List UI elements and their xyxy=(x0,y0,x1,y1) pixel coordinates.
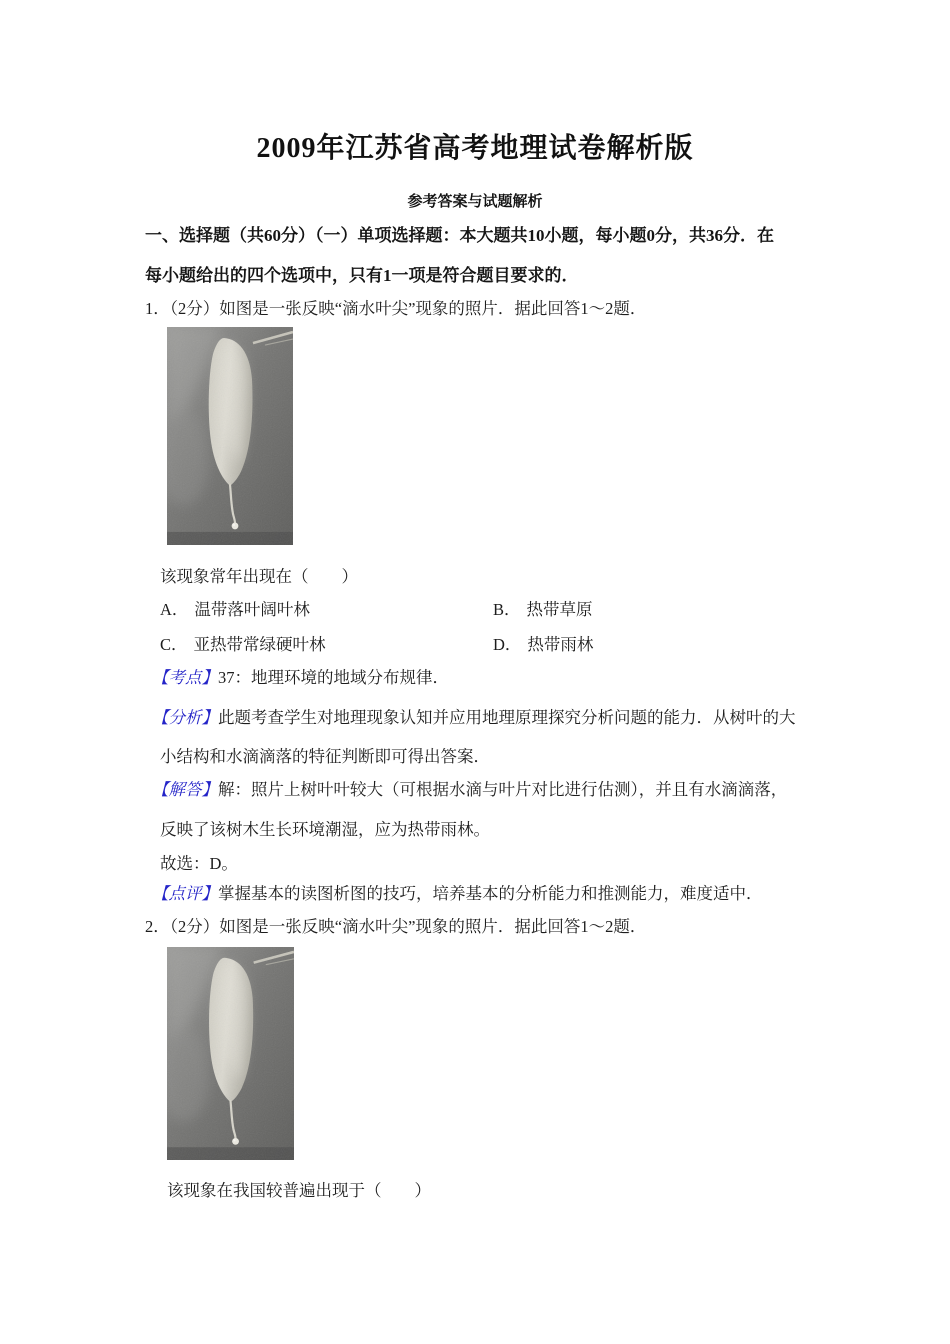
fenxi-line1 xyxy=(152,704,796,728)
option-d-text: 热带雨林 xyxy=(527,635,594,654)
option-d xyxy=(493,631,593,655)
question1-prompt: 该现象常年出现在（ ） xyxy=(160,567,358,586)
question1-stem: 1．（2分）如图是一张反映“滴水叶尖”现象的照片．据此回答1～2题． xyxy=(145,299,647,318)
page-subtitle: 参考答案与试题解析 xyxy=(407,194,543,210)
option-d-label: D． xyxy=(493,635,522,654)
dianping-line xyxy=(152,880,763,904)
fenxi-text-line1: 此题考查学生对地理现象认知并应用地理原理探究分析问题的能力．从树叶的大 xyxy=(218,708,796,727)
section-header-line1: 一、选择题（共60分）（一）单项选择题：本大题共10小题，每小题0分，共36分．在 xyxy=(145,226,774,245)
question1-leaf-photo xyxy=(167,327,293,545)
answer-line: 故选：D。 xyxy=(160,854,238,873)
question2-leaf-photo xyxy=(167,947,294,1160)
option-b-label: B． xyxy=(493,600,521,619)
page-title: 2009年江苏省高考地理试卷解析版 xyxy=(256,133,694,164)
option-c-text: 亚热带常绿硬叶林 xyxy=(193,635,326,654)
jieda-text-line1: 解：照片上树叶叶较大（可根据水滴与叶片对比进行估测），并且有水滴滴落， xyxy=(218,780,788,799)
option-c-label: C． xyxy=(160,635,188,654)
section-header-line2: 每小题给出的四个选项中，只有1一项是符合题目要求的． xyxy=(145,266,579,285)
option-b-text: 热带草原 xyxy=(526,600,593,619)
dianping-text: 掌握基本的读图析图的技巧，培养基本的分析能力和推测能力，难度适中． xyxy=(218,884,763,903)
jieda-line2: 反映了该树木生长环境潮湿，应为热带雨林。 xyxy=(160,820,490,839)
kaodian-line xyxy=(152,664,449,688)
jieda-label: 【解答】 xyxy=(152,780,218,799)
jieda-line1 xyxy=(152,776,787,800)
kaodian-label: 【考点】 xyxy=(152,668,218,687)
kaodian-text: 37：地理环境的地域分布规律． xyxy=(218,668,449,687)
option-a xyxy=(160,596,310,620)
option-c xyxy=(160,631,326,655)
option-a-label: A． xyxy=(160,600,189,619)
question2-stem: 2．（2分）如图是一张反映“滴水叶尖”现象的照片．据此回答1～2题． xyxy=(145,917,647,936)
option-a-text: 温带落叶阔叶林 xyxy=(194,600,310,619)
fenxi-line2: 小结构和水滴滴落的特征判断即可得出答案． xyxy=(160,747,490,766)
option-b xyxy=(493,596,593,620)
fenxi-label: 【分析】 xyxy=(152,708,218,727)
question2-prompt: 该现象在我国较普遍出现于（ ） xyxy=(167,1181,431,1200)
dianping-label: 【点评】 xyxy=(152,884,218,903)
